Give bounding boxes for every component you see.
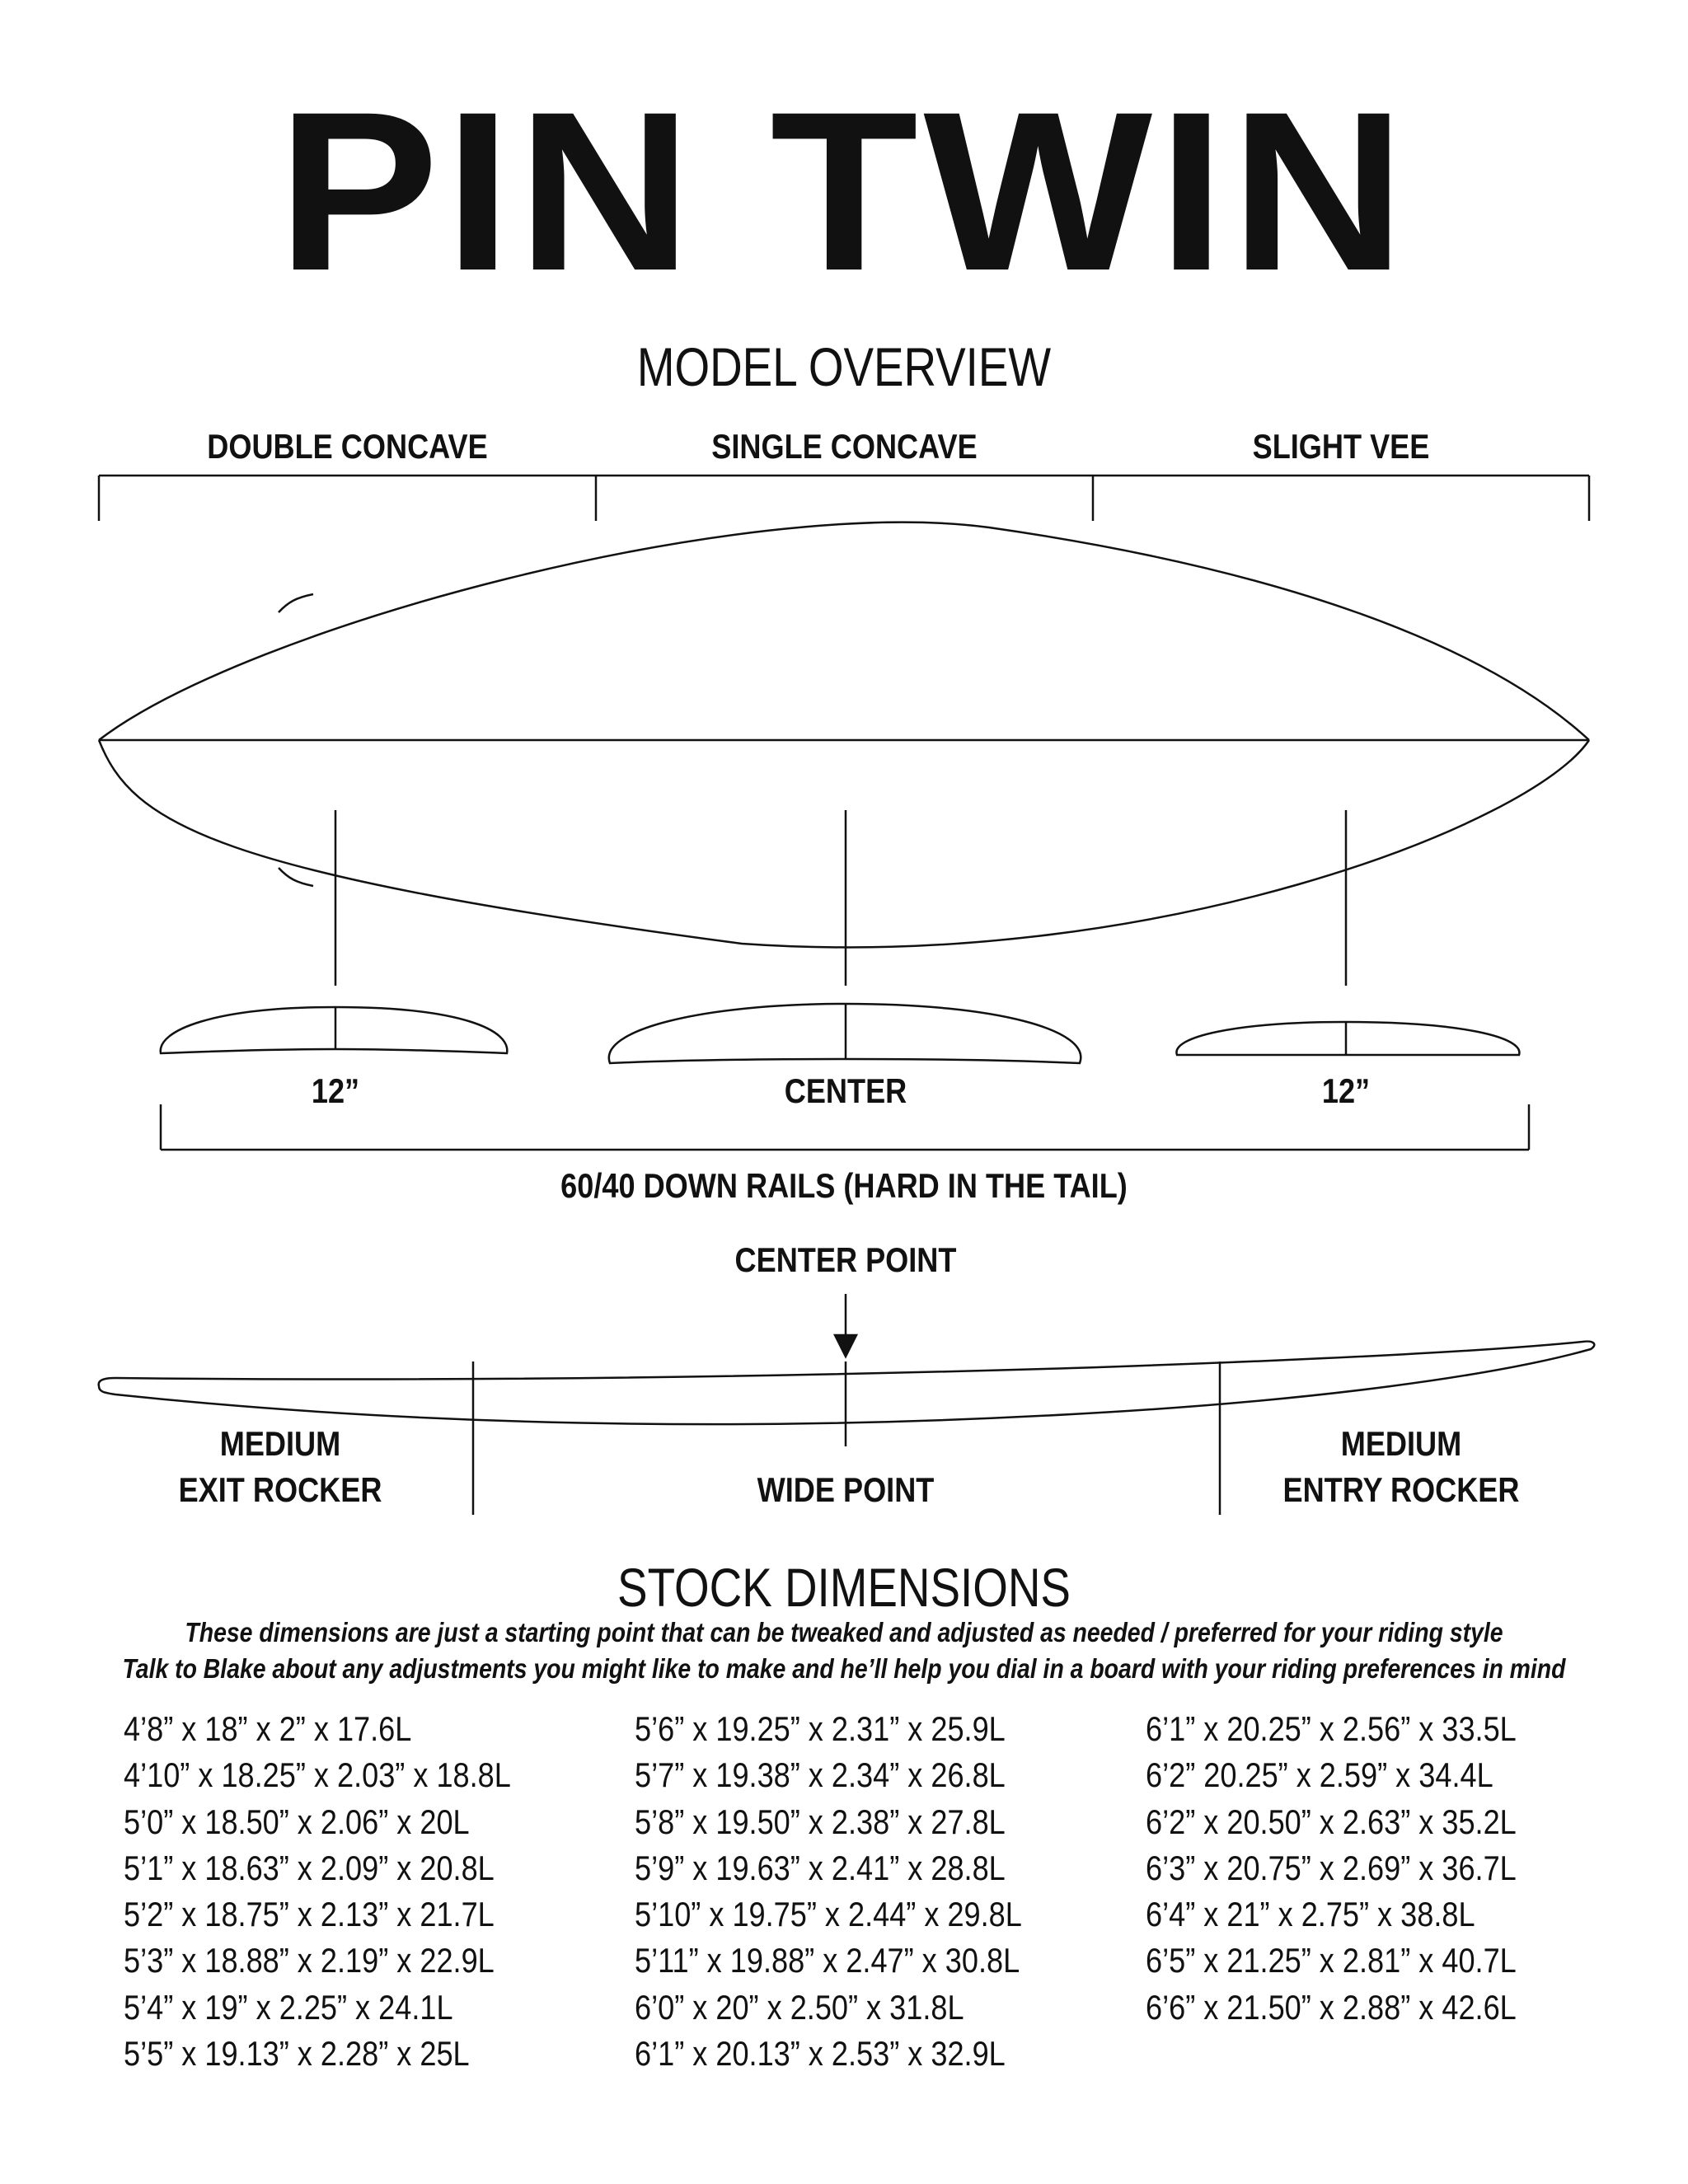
dimension-row: 6’1” x 20.25” x 2.56” x 33.5L (1146, 1709, 1517, 1748)
dimension-row: 5’10” x 19.75” x 2.44” x 29.8L (635, 1895, 1022, 1934)
entry-rocker-line1: MEDIUM (1340, 1424, 1462, 1463)
dimension-row: 4’8” x 18” x 2” x 17.6L (124, 1709, 412, 1748)
center-point-label: CENTER POINT (734, 1240, 957, 1279)
dimension-row: 6’3” x 20.75” x 2.69” x 36.7L (1146, 1848, 1517, 1887)
board-outline (99, 523, 1589, 948)
dimension-row: 5’1” x 18.63” x 2.09” x 20.8L (124, 1848, 495, 1887)
dimension-row: 5’11” x 19.88” x 2.47” x 30.8L (635, 1941, 1020, 1980)
dimensions-column-2 (635, 1706, 1162, 2077)
rails-label: 60/40 DOWN RAILS (HARD IN THE TAIL) (560, 1166, 1128, 1205)
contour-label-slight-vee: SLIGHT VEE (1252, 427, 1430, 466)
dimension-row: 5’9” x 19.63” x 2.41” x 28.8L (635, 1848, 1006, 1887)
dimension-row: 5’4” x 19” x 2.25” x 24.1L (124, 1987, 453, 2027)
exit-rocker-line2: EXIT ROCKER (178, 1470, 382, 1509)
section-pointers (335, 810, 1346, 986)
dimension-row: 4’10” x 18.25” x 2.03” x 18.8L (124, 1755, 511, 1795)
section-label-left: 12” (311, 1071, 360, 1110)
cross-section-center (609, 1004, 1081, 1063)
dimension-row: 5’7” x 19.38” x 2.34” x 26.8L (635, 1755, 1006, 1795)
dimensions-column-1 (124, 1706, 651, 2077)
entry-rocker-line2: ENTRY ROCKER (1282, 1470, 1520, 1509)
dimension-row: 6’4” x 21” x 2.75” x 38.8L (1146, 1895, 1475, 1934)
note-line-1: These dimensions are just a starting point that can be tweaked and adjusted as needed / preferred for your riding style (185, 1617, 1503, 1647)
contour-label-double-concave: DOUBLE CONCAVE (207, 427, 488, 466)
dimension-row: 6’6” x 21.50” x 2.88” x 42.6L (1146, 1987, 1517, 2027)
exit-rocker-line1: MEDIUM (219, 1424, 341, 1463)
center-point-arrow (835, 1294, 856, 1357)
rails-bracket (161, 1104, 1529, 1150)
cross-section-left (161, 1007, 508, 1053)
dimension-row: 6’0” x 20” x 2.50” x 31.8L (635, 1987, 964, 2027)
dimension-row: 6’5” x 21.25” x 2.81” x 40.7L (1146, 1941, 1517, 1980)
contour-label-single-concave: SINGLE CONCAVE (711, 427, 978, 466)
dimensions-column-3 (1146, 1706, 1673, 2031)
stock-dimensions-heading: STOCK DIMENSIONS (617, 1557, 1071, 1618)
dimension-row: 6’2” 20.25” x 2.59” x 34.4L (1146, 1755, 1493, 1795)
section-label-center: CENTER (784, 1071, 907, 1110)
overview-heading: MODEL OVERVIEW (636, 336, 1052, 397)
dimension-row: 5’0” x 18.50” x 2.06” x 20L (124, 1802, 470, 1841)
dimension-row: 6’1” x 20.13” x 2.53” x 32.9L (635, 2034, 1006, 2074)
dimension-row: 5’8” x 19.50” x 2.38” x 27.8L (635, 1802, 1006, 1841)
dimension-row: 5’3” x 18.88” x 2.19” x 22.9L (124, 1941, 495, 1980)
dimension-row: 5’5” x 19.13” x 2.28” x 25L (124, 2034, 470, 2074)
dimension-row: 6’2” x 20.50” x 2.63” x 35.2L (1146, 1802, 1517, 1841)
section-label-right: 12” (1321, 1071, 1371, 1110)
contour-brackets (99, 476, 1589, 521)
note-line-2: Talk to Blake about any adjustments you might like to make and he’ll help you dial in a board with your riding preferences in mind (122, 1653, 1566, 1684)
dimension-row: 5’2” x 18.75” x 2.13” x 21.7L (124, 1895, 495, 1934)
cross-section-right (1176, 1022, 1519, 1055)
model-title: PIN TWIN (277, 65, 1411, 318)
wide-point-label: WIDE POINT (757, 1470, 935, 1509)
dimension-row: 5’6” x 19.25” x 2.31” x 25.9L (635, 1709, 1006, 1748)
